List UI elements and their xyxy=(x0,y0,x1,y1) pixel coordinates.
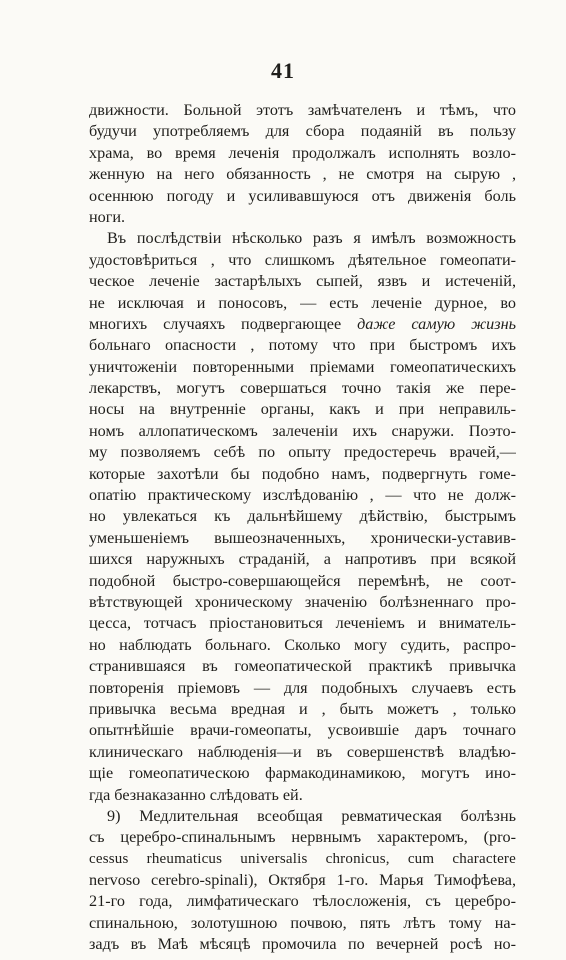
text-run: ческое леченіе застарѣлыхъ сыпей, язвъ и истеченій, xyxy=(89,272,516,291)
text-line xyxy=(89,592,516,613)
text-line xyxy=(89,699,516,720)
text-line xyxy=(89,121,516,142)
text-run: му позволяемъ себѣ по опыту предостеречь врачей,— xyxy=(89,443,516,462)
text-run: но наблюдать больнаго. Сколько могу судить, распро- xyxy=(89,635,516,654)
text-run: храма, во время леченія продолжалъ исполнять возло- xyxy=(89,143,516,162)
text-line xyxy=(89,464,516,485)
text-run: странившаяся въ гомеопатической практикѣ привычка xyxy=(89,657,516,676)
text-line xyxy=(89,785,516,806)
text-run: удостовѣриться , что слишкомъ дѣятельное гомеопати- xyxy=(89,250,516,269)
text-line xyxy=(89,913,516,934)
body-text xyxy=(89,100,516,956)
text-line xyxy=(89,357,516,378)
text-run: привычка весьма вредная и , быть можетъ , только xyxy=(89,699,516,718)
text-line xyxy=(89,314,516,335)
text-run: вѣтствующей хроническому значенію болѣзненнаго про- xyxy=(89,592,516,611)
text-line xyxy=(89,485,516,506)
text-line xyxy=(89,678,516,699)
text-line xyxy=(89,891,516,912)
text-run: движности. Больной этотъ замѣчателенъ и тѣмъ, что xyxy=(89,101,516,119)
text-run: номъ аллопатическомъ залеченіи ихъ снаружи. Поэто- xyxy=(89,421,516,440)
text-line xyxy=(89,870,516,891)
text-line xyxy=(89,186,516,207)
text-run: многихъ случаяхъ подвергающее xyxy=(89,314,358,333)
text-run: женную на него обязанность , не смотря на сырую , xyxy=(89,165,516,184)
text-line xyxy=(89,421,516,442)
text-run: подобной быстро-совершающейся перемѣнѣ, не соот- xyxy=(89,571,516,590)
text-run: клиническаго наблюденія—и въ совершенствѣ владѣю- xyxy=(89,742,516,761)
text-line xyxy=(89,849,516,870)
text-line xyxy=(89,378,516,399)
text-line xyxy=(89,571,516,592)
text-run: осеннюю погоду и усиливавшуюся отъ движенія боль xyxy=(89,186,516,205)
text-run: 9) Медлительная всеобщая ревматическая болѣзнь xyxy=(107,806,516,825)
text-run: повторенія пріемовъ — для подобныхъ случаевъ есть xyxy=(89,678,516,697)
text-line xyxy=(89,806,516,827)
text-run: 21-го года, лимфатическаго тѣлосложенія, съ церебро- xyxy=(89,892,516,911)
text-run: гда безнаказанно слѣдовать ей. xyxy=(89,785,303,804)
text-line xyxy=(89,250,516,271)
text-run: опатію практическому изслѣдованію , — что не долж- xyxy=(89,486,516,505)
page-number: 41 xyxy=(271,58,295,83)
text-run: лекарствъ, могутъ совершаться точно такія же пере- xyxy=(89,379,516,398)
text-run: Въ послѣдствіи нѣсколько разъ я имѣлъ возможность xyxy=(107,229,516,248)
text-line xyxy=(89,827,516,848)
text-run: уменьшеніемъ вышеозначенныхъ, хронически-уставив- xyxy=(89,528,516,547)
text-run: спинальною, золотушною почвою, пять лѣтъ тому на- xyxy=(89,913,516,932)
text-run: ноги. xyxy=(89,207,126,226)
text-run: шихся наружныхъ страданій, а напротивъ при всякой xyxy=(89,550,516,569)
text-line xyxy=(89,293,516,314)
text-line xyxy=(89,335,516,356)
text-run: опытнѣйшіе врачи-гомеопаты, усвоившіе даръ точнаго xyxy=(89,721,516,740)
text-line xyxy=(89,635,516,656)
text-run: уничтоженіи повторенными пріемами гомеопатическихъ xyxy=(89,357,516,376)
text-run: щіе гомеопатическою фармакодинамикою, могутъ ино- xyxy=(89,764,516,783)
text-run: nervoso cerebro-spinali), Октября 1-го. Марья Тимофѣева, xyxy=(89,871,516,890)
text-line xyxy=(89,207,516,228)
text-run: цесса, тотчасъ пріостановиться леченіемъ и вниматель- xyxy=(89,614,516,633)
text-line xyxy=(89,613,516,634)
text-run: задъ въ Маѣ мѣсяцѣ промочила по вечерней росѣ но- xyxy=(89,935,516,954)
text-line xyxy=(89,720,516,741)
text-run: больнаго опасности , потому что при быстромъ ихъ xyxy=(89,336,516,355)
text-run: съ церебро-спинальнымъ нервнымъ характеромъ, (pro- xyxy=(89,828,516,847)
text-run: не исключая и поносовъ, — есть леченіе дурное, во xyxy=(89,293,516,312)
text-run: будучи употребляемъ для сбора подаяній въ пользу xyxy=(89,122,516,141)
emphasis-text: даже самую жизнь xyxy=(357,314,516,333)
text-run: cessus rheumaticus universalis chronicus, cum charactere xyxy=(89,850,516,867)
text-line xyxy=(89,143,516,164)
text-line xyxy=(89,742,516,763)
text-line xyxy=(89,228,516,249)
text-line xyxy=(89,528,516,549)
text-run: которые захотѣли бы подобно намъ, подвергнуть гоме- xyxy=(89,464,516,483)
text-line xyxy=(89,934,516,955)
text-run: но увлекаться къ дальнѣйшему дѣйствію, быстрымъ xyxy=(89,507,516,526)
text-line xyxy=(89,442,516,463)
text-line xyxy=(89,164,516,185)
text-line xyxy=(89,763,516,784)
text-run: носы на внутренніе органы, какъ и при неправиль- xyxy=(89,400,516,419)
text-line xyxy=(89,271,516,292)
text-line xyxy=(89,549,516,570)
text-line xyxy=(89,399,516,420)
text-line xyxy=(89,506,516,527)
text-line xyxy=(89,656,516,677)
text-line xyxy=(89,100,516,121)
